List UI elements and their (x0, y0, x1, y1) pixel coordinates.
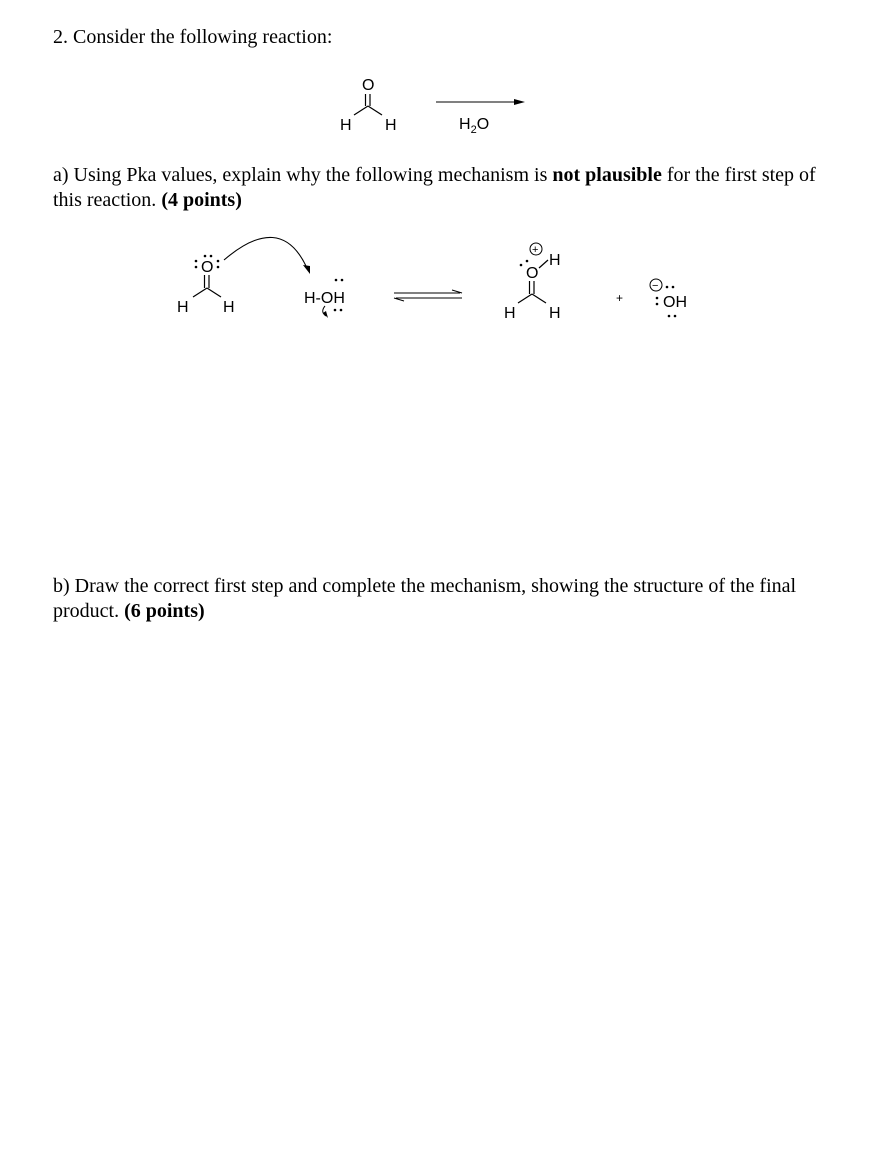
water-label: H-OH (304, 290, 345, 307)
hydroxide-label: OH (663, 294, 687, 311)
part-a-text: a) Using Pka values, explain why the following mechanism is (53, 164, 553, 186)
part-a-emphasis: not plausible (552, 164, 662, 186)
product-right-hydrogen: H (549, 305, 561, 322)
mechanism-product (504, 243, 561, 322)
formaldehyde-molecule (340, 77, 397, 134)
question-title: 2. Consider the following reaction: (53, 26, 333, 48)
reaction-scheme (0, 0, 888, 150)
mechanism-hydroxide (650, 279, 687, 317)
part-b-points: (6 points) (124, 600, 205, 622)
reactant-right-hydrogen: H (223, 299, 235, 316)
left-hydrogen-label: H (340, 117, 352, 134)
part-b-text: b) Draw the correct first step and complete the mechanism, showing the structure of the final product. (53, 575, 797, 622)
reactant-oxygen-label: O (201, 259, 214, 276)
product-oxygen-label: O (526, 265, 539, 282)
equilibrium-arrow (394, 290, 462, 301)
oxygen-atom-label: O (362, 77, 375, 94)
bond-to-right-h (368, 106, 382, 115)
plus-sign: + (616, 291, 624, 305)
part-b-question (53, 574, 843, 624)
right-hydrogen-label: H (385, 117, 397, 134)
part-a-question (53, 163, 843, 213)
reagent-water-label: $H_2O$ (459, 116, 490, 136)
product-left-hydrogen: H (504, 305, 516, 322)
mechanism-water (304, 279, 345, 318)
negative-charge-symbol: − (652, 280, 659, 292)
mechanism-scheme (0, 225, 888, 345)
bond-to-left-h (354, 106, 368, 115)
reactant-left-hydrogen: H (177, 299, 189, 316)
curved-arrow (224, 237, 310, 274)
mechanism-reactant (177, 255, 235, 316)
reaction-arrow (436, 99, 525, 105)
part-a-points: (4 points) (161, 189, 242, 211)
positive-charge-symbol: + (532, 244, 539, 256)
product-top-hydrogen: H (549, 252, 561, 269)
part-a-text-post: for the first step of this reaction. (53, 164, 816, 211)
